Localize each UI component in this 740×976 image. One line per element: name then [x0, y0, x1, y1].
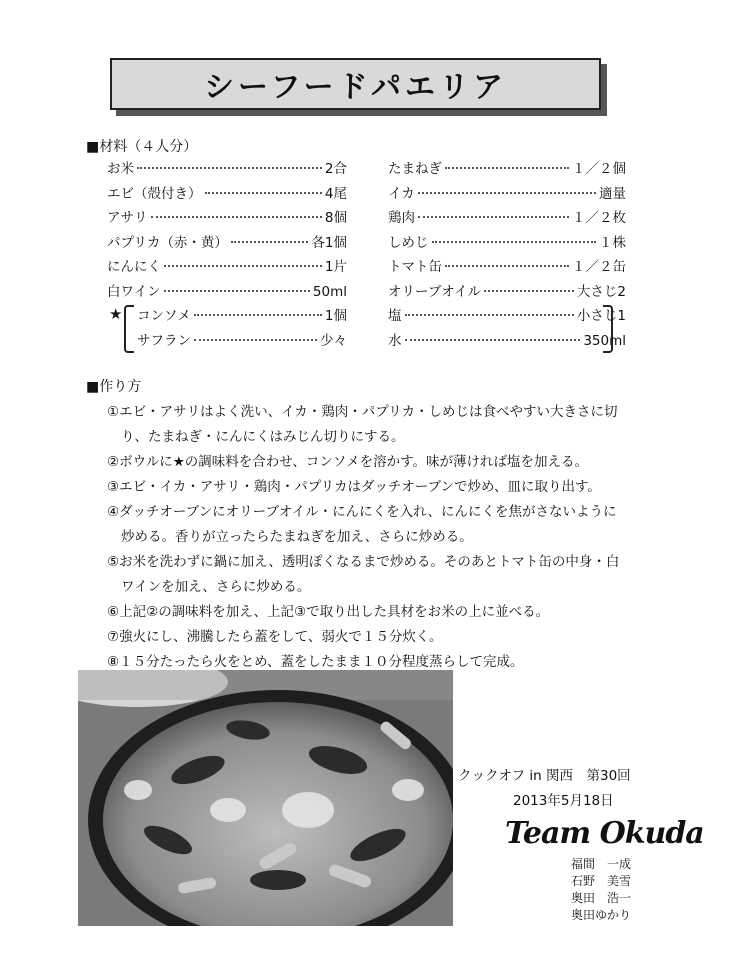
event-date: 2013年5月18日	[513, 793, 614, 809]
step-text-continued: ワインを加え、さらに炒める。	[121, 579, 311, 595]
method-step	[107, 475, 667, 500]
ingredient-name: にんにく	[107, 259, 161, 275]
step-text: ⑥上記②の調味料を加え、上記③で取り出した具材をお米の上に並べる。	[107, 604, 550, 620]
ingredient-row	[388, 157, 626, 177]
leader-dots	[418, 192, 596, 194]
right-bracket	[603, 305, 613, 353]
ingredient-name: パプリカ（赤・黄）	[107, 234, 228, 251]
ingredient-quantity: 4尾	[324, 185, 347, 202]
method-heading: ■作り方	[86, 379, 142, 395]
seasoning-star-marker: ★	[109, 305, 123, 323]
event-name: クックオフ in 関西 第30回	[458, 768, 631, 784]
ingredient-name: サフラン	[137, 332, 191, 349]
ingredient-row	[107, 255, 347, 275]
ingredient-quantity: 1片	[324, 259, 347, 275]
method-step	[107, 400, 667, 450]
step-text: ⑦強火にし、沸騰したら蓋をして、弱火で１５分炊く。	[107, 629, 443, 645]
leader-dots	[194, 314, 322, 316]
ingredient-name: 白ワイン	[107, 283, 161, 300]
step-text: ⑤お米を洗わずに鍋に加え、透明ぽくなるまで炒める。そのあとトマト缶の中身・白	[107, 554, 620, 570]
ingredient-quantity: 大さじ2	[576, 283, 626, 300]
ingredient-name: 鶏肉	[388, 210, 415, 226]
paella-photo	[78, 670, 453, 926]
ingredient-name: オリーブオイル	[388, 283, 482, 300]
ingredient-row	[107, 182, 347, 202]
leader-dots	[405, 314, 574, 316]
member-name: 奥田 浩一	[571, 891, 632, 905]
ingredient-name: アサリ	[107, 210, 148, 226]
member-name: 福間 一成	[571, 857, 632, 871]
leader-dots	[164, 290, 310, 292]
ingredient-name: お米	[107, 161, 134, 177]
step-text: ④ダッチオーブンにオリーブオイル・にんにくを入れ、にんにくを焦がさないように	[107, 504, 617, 520]
leader-dots	[151, 216, 322, 218]
ingredient-quantity: 少々	[320, 332, 347, 349]
ingredient-name: トマト缶	[388, 259, 442, 275]
leader-dots	[231, 241, 309, 243]
ingredient-row	[388, 280, 626, 300]
ingredient-quantity: 8個	[324, 210, 347, 226]
ingredient-quantity: 小さじ1	[576, 308, 626, 324]
ingredient-row	[107, 157, 347, 177]
title-banner	[110, 58, 601, 110]
member-name: 奥田ゆかり	[571, 908, 632, 922]
step-text-continued: 炒める。香りが立ったらたまねぎを加え、さらに炒める。	[121, 529, 473, 545]
ingredient-row	[388, 329, 626, 349]
ingredient-quantity: 350ml	[583, 332, 626, 349]
ingredient-row	[388, 304, 626, 324]
step-text: ⑧１５分たったら火をとめ、蓋をしたまま１０分程度蒸らして完成。	[107, 654, 524, 670]
leader-dots	[484, 290, 574, 292]
ingredient-row	[107, 280, 347, 300]
ingredient-quantity: 50ml	[312, 283, 347, 300]
ingredient-row	[107, 231, 347, 251]
step-text-continued: り、たまねぎ・にんにくはみじん切りにする。	[121, 429, 405, 445]
ingredient-name: コンソメ	[137, 308, 191, 324]
ingredient-quantity: １／２缶	[572, 259, 626, 275]
ingredients-heading: ■材料（４人分）	[86, 139, 198, 155]
method-step	[107, 550, 667, 600]
method-step	[107, 600, 667, 625]
step-text: ②ボウルに★の調味料を合わせ、コンソメを溶かす。味が薄ければ塩を加える。	[107, 454, 589, 470]
member-name: 石野 美雪	[571, 874, 632, 888]
leader-dots	[164, 265, 322, 267]
step-text: ③エビ・イカ・アサリ・鶏肉・パプリカはダッチオーブンで炒め、皿に取り出す。	[107, 479, 601, 495]
ingredient-row	[137, 304, 347, 324]
leader-dots	[445, 167, 569, 169]
left-bracket	[124, 305, 134, 353]
leader-dots	[405, 339, 581, 341]
ingredient-name: しめじ	[388, 234, 429, 251]
step-text: ①エビ・アサリはよく洗い、イカ・鶏肉・パプリカ・しめじは食べやすい大きさに切	[107, 404, 618, 420]
ingredient-row	[137, 329, 347, 349]
ingredient-name: エビ（殻付き）	[107, 185, 202, 202]
team-logo: Team Okuda	[505, 816, 704, 851]
ingredient-name: たまねぎ	[388, 161, 442, 177]
ingredient-name: イカ	[388, 185, 415, 202]
ingredient-row	[388, 231, 626, 251]
leader-dots	[205, 192, 322, 194]
ingredient-name: 塩	[388, 308, 402, 324]
ingredient-row	[388, 182, 626, 202]
ingredient-quantity: 1個	[324, 308, 347, 324]
ingredient-name: 水	[388, 332, 402, 349]
ingredient-quantity: 各1個	[311, 234, 347, 251]
method-step	[107, 500, 667, 550]
ingredient-row	[107, 206, 347, 226]
method-step	[107, 625, 667, 650]
method-step	[107, 450, 667, 475]
ingredient-quantity: 適量	[599, 185, 626, 202]
ingredient-quantity: １／２個	[572, 161, 626, 177]
leader-dots	[445, 265, 569, 267]
leader-dots	[194, 339, 317, 341]
ingredient-row	[388, 255, 626, 275]
ingredient-quantity: 2合	[324, 161, 347, 177]
ingredient-quantity: １／２枚	[572, 210, 626, 226]
ingredient-row	[388, 206, 626, 226]
leader-dots	[432, 241, 597, 243]
page-title: シーフードパエリア	[204, 70, 507, 105]
ingredient-quantity: １株	[599, 234, 626, 251]
leader-dots	[418, 216, 569, 218]
leader-dots	[137, 167, 322, 169]
